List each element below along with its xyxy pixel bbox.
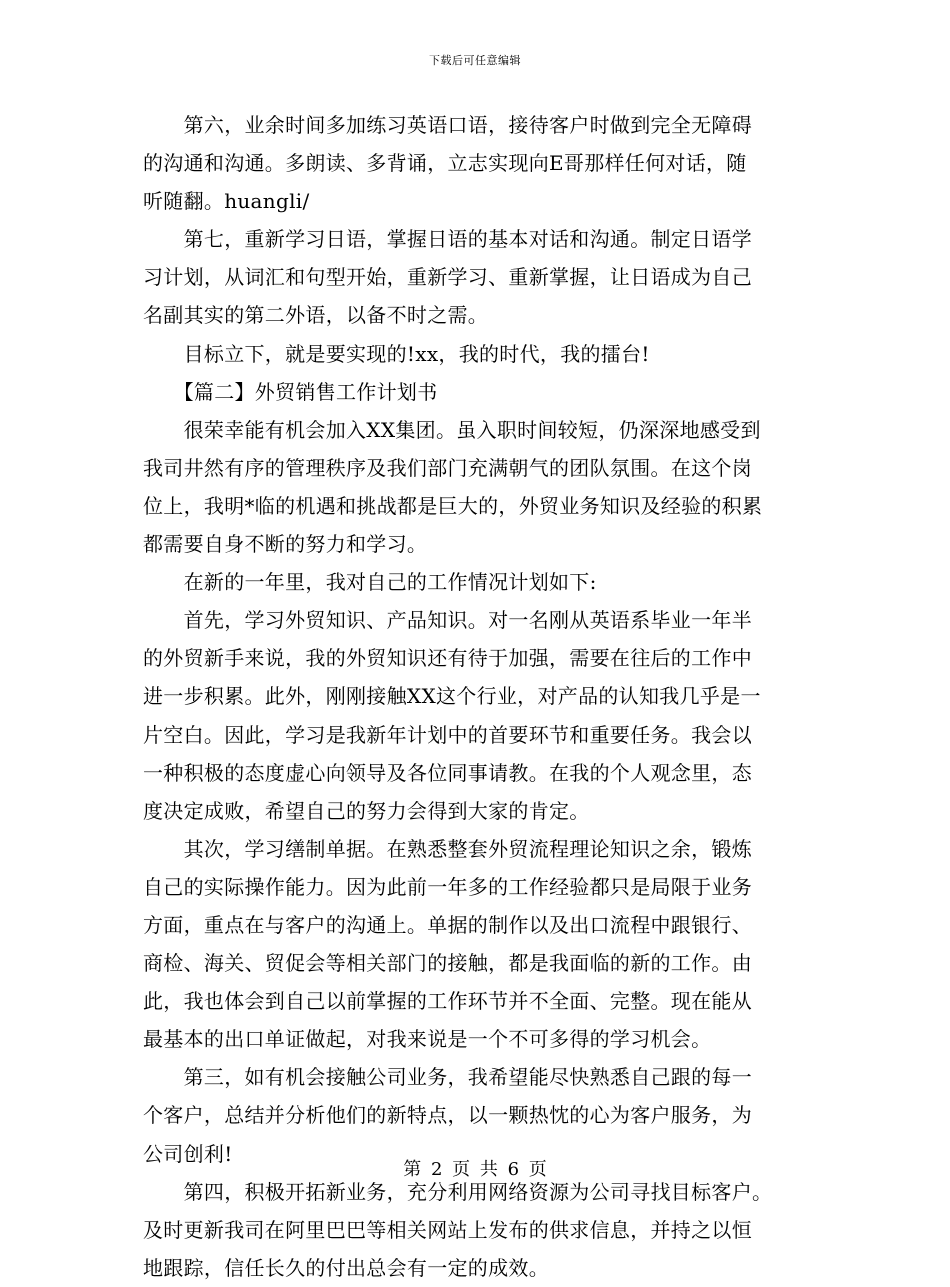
text-line: 片空白。因此，学习是我新年计划中的首要环节和重要任务。我会以 (143, 722, 752, 747)
text-line: 度决定成败，希望自己的努力会得到大家的肯定。 (143, 798, 590, 823)
text-line: 公司创利! (143, 1141, 233, 1166)
text-line: 方面，重点在与客户的沟通上。单据的制作以及出口流程中跟银行、 (143, 912, 752, 937)
page-header: 下载后可任意编辑 (429, 54, 521, 67)
text-line: 商检、海关、贸促会等相关部门的接触，都是我面临的新的工作。由 (143, 951, 752, 976)
text-line: 首先，学习外贸知识、产品知识。对一名刚从英语系毕业一年半 (143, 608, 752, 633)
text-line: 习计划，从词汇和句型开始，重新学习、重新掌握，让日语成为自己 (143, 265, 752, 290)
text-line: 其次，学习缮制单据。在熟悉整套外贸流程理论知识之余，锻炼 (143, 836, 752, 861)
section-heading: 【篇二】外贸销售工作计划书 (143, 379, 438, 404)
text-line: 名副其实的第二外语，以备不时之需。 (143, 303, 489, 328)
text-line: 都需要自身不断的努力和学习。 (143, 532, 428, 557)
text-line: 第四，积极开拓新业务，充分利用网络资源为公司寻找目标客户。 (143, 1179, 773, 1204)
page-number: 第 2 页 共 6 页 (403, 1159, 547, 1180)
text-line: 自己的实际操作能力。因为此前一年多的工作经验都只是局限于业务 (143, 874, 752, 899)
text-line: 地跟踪，信任长久的付出总会有一定的成效。 (143, 1255, 549, 1280)
text-line: 一种积极的态度虚心向领导及各位同事请教。在我的个人观念里，态 (143, 760, 752, 785)
document-body (143, 106, 823, 1287)
text-line: 目标立下，就是要实现的!xx，我的时代，我的擂台! (143, 341, 650, 366)
text-line: 第六，业余时间多加练习英语口语，接待客户时做到完全无障碍 (143, 113, 752, 137)
text-line: 此，我也体会到自己以前掌握的工作环节并不全面、完整。现在能从 (143, 989, 752, 1014)
text-line: 的外贸新手来说，我的外贸知识还有待于加强，需要在往后的工作中 (143, 646, 752, 671)
text-line: 第三，如有机会接触公司业务，我希望能尽快熟悉自己跟的每一 (143, 1065, 752, 1090)
text-line: 在新的一年里，我对自己的工作情况计划如下: (143, 570, 597, 595)
text-line: 第七，重新学习日语，掌握日语的基本对话和沟通。制定日语学 (143, 227, 752, 252)
text-line: 位上，我明*临的机遇和挑战都是巨大的，外贸业务知识及经验的积累 (143, 493, 763, 518)
text-line: 听随翻。huangli/ (143, 189, 310, 214)
text-line: 的沟通和沟通。多朗读、多背诵，立志实现向E哥那样任何对话，随 (143, 151, 747, 176)
text-line: 个客户，总结并分析他们的新特点，以一颗热忱的心为客户服务，为 (143, 1103, 752, 1128)
text-line: 进一步积累。此外，刚刚接触XX这个行业，对产品的认知我几乎是一 (143, 684, 761, 709)
text-line: 最基本的出口单证做起，对我来说是一个不可多得的学习机会。 (143, 1027, 712, 1052)
text-line: 及时更新我司在阿里巴巴等相关网站上发布的供求信息，并持之以恒 (143, 1217, 752, 1242)
text-line: 我司井然有序的管理秩序及我们部门充满朝气的团队氛围。在这个岗 (143, 455, 752, 480)
text-line: 很荣幸能有机会加入XX集团。虽入职时间较短，仍深深地感受到 (143, 417, 761, 442)
